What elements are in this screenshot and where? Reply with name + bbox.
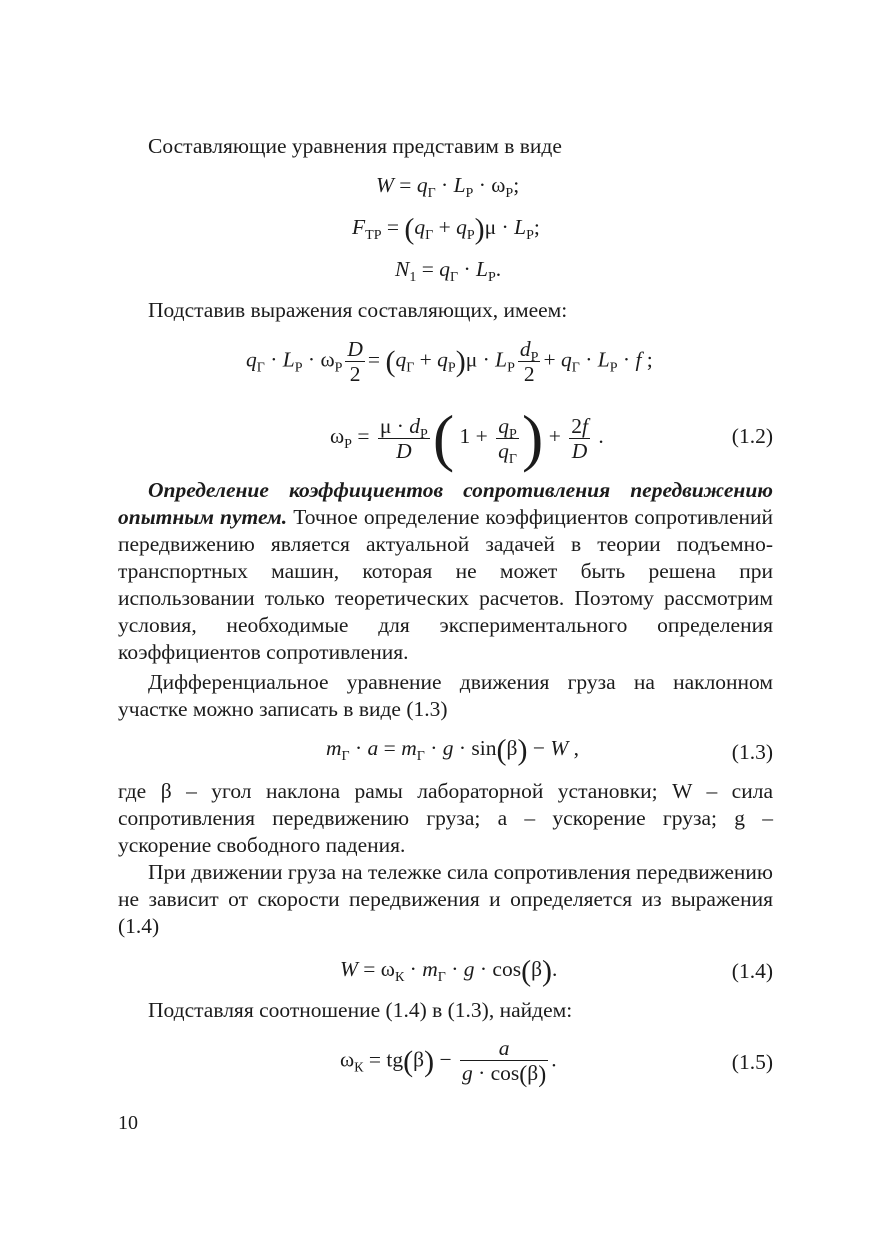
equation-1-3: $m_Г \cdot a = m_Г \cdot g \cdot \sin(\beta) - W$ ,: [326, 733, 579, 767]
equation-1-5: $\omega_К = tg(\beta)$ − $\frac{a}{g \cdot \cos(\beta)}$ .: [340, 1036, 557, 1089]
equation-n1: $N_1 = q_Г \cdot L_Р$.: [395, 257, 502, 285]
equation-w: $W = q_Г \cdot L_Р \cdot \omega_Р$;: [376, 173, 520, 201]
paragraph-substituting: Подставляя соотношение (1.4) в (1.3), найдем:: [148, 998, 573, 1022]
paragraph-differential: Дифференциальное уравнение движения груза на наклонном участке можно записать в виде (1.3): [118, 670, 773, 721]
equation-number-1-2: (1.2): [731, 424, 773, 448]
equation-number-1-3: (1.3): [731, 740, 773, 764]
equation-1-2: $\omega_Р$ = $\frac{\mu \cdot d_Р}{D}$ ( 1 + $\frac{q_Р}{q_Г}$ ) + $\frac{2f}{D}$ .: [330, 402, 604, 473]
paragraph-heading: [118, 477, 773, 666]
substitution-text: Подставив выражения составляющих, имеем:: [148, 298, 568, 322]
equation-balance: $q_Г \cdot L_Р \cdot \omega_Р$ $\frac{D}{2}$ = $(q_Г + q_Р)\mu \cdot L_Р$ $\frac{d_Р}{2}$ + $q_Г \cdot L_Р \cdot f$ ;: [246, 337, 653, 386]
section-heading: Определение коэффициентов сопротивления передвижению опытным путем.: [118, 478, 773, 529]
equation-number-1-4: (1.4): [731, 959, 773, 983]
equation-ftr: $F_{ТР} = (q_Г + q_Р)\mu \cdot L_Р$;: [352, 212, 540, 246]
page-number: 10: [118, 1112, 138, 1134]
equation-number-1-5: (1.5): [731, 1050, 773, 1074]
equation-1-4: $W = \omega_К \cdot m_Г \cdot g \cdot \cos(\beta)$.: [340, 954, 558, 988]
paragraph-body: Точное определение коэффициентов сопротивлений передвижению является актуальной задачей в теории подъемно-транспортных машин, которая не может быть решена при использовании только теоретических расчетов. Поэтому рассмотрим условия, необходимые для экспериментального определения коэффициентов сопротивления.: [118, 505, 774, 664]
intro-text: Составляющие уравнения представим в виде: [148, 134, 562, 158]
paragraph-where: где β – угол наклона рамы лабораторной установки; W – сила сопротивления передвижению груза; a – ускорение груза; g – ускорение свободного падения.: [118, 779, 773, 857]
paragraph-trolley: При движении груза на тележке сила сопротивления передвижению не зависит от скорости передвижения и определяется из выражения (1.4): [118, 860, 773, 938]
